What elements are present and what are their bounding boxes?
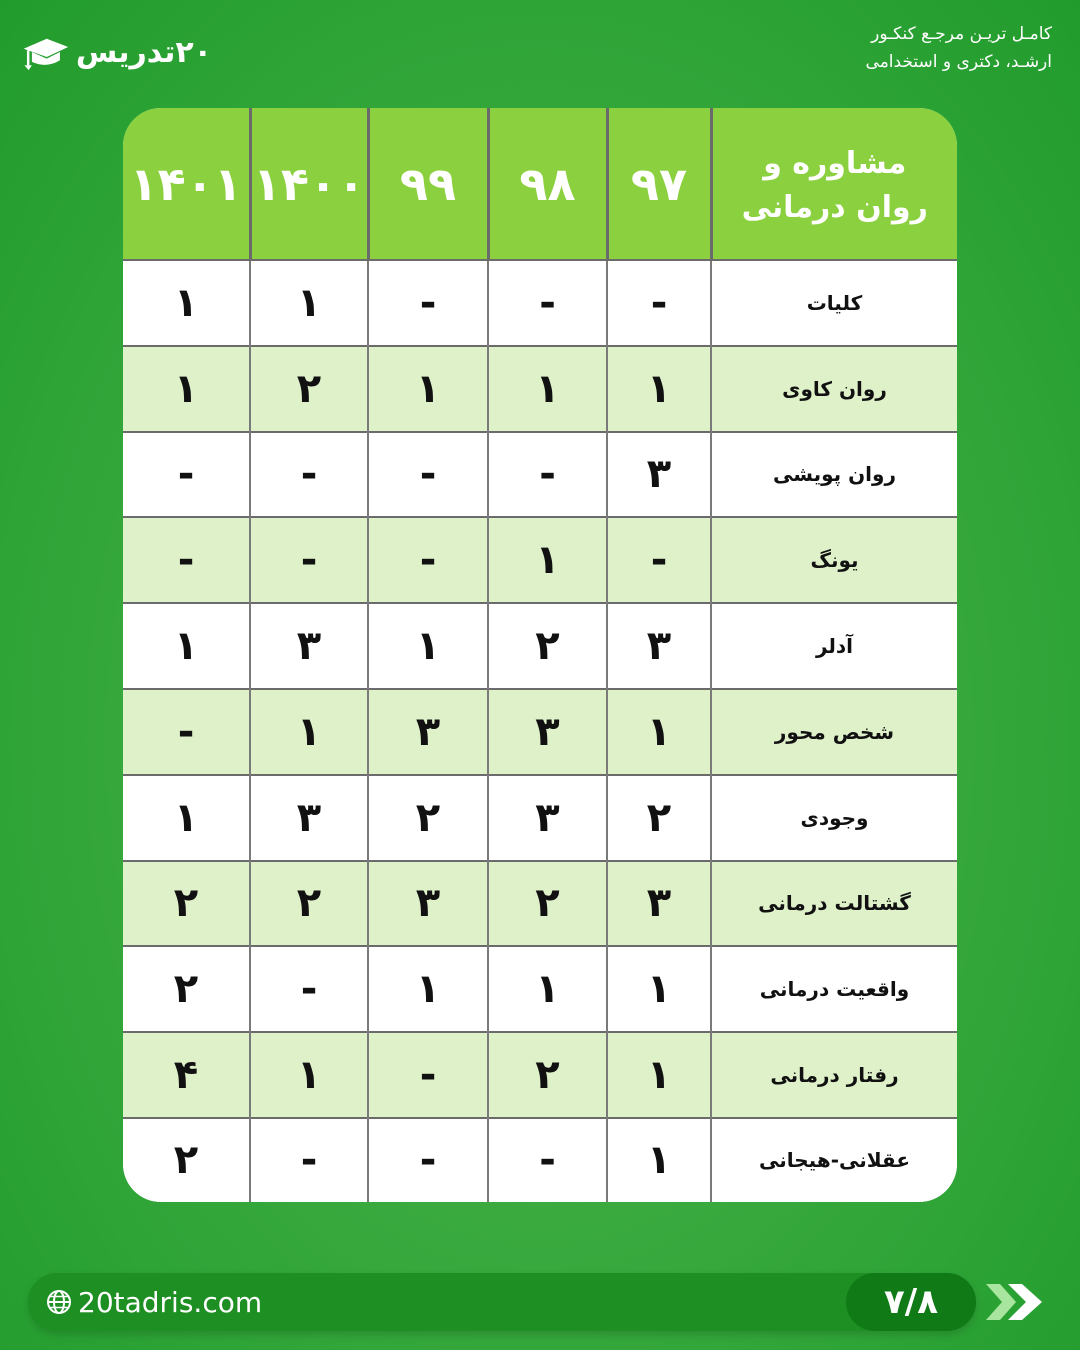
row-label: روان پویشی	[711, 432, 957, 518]
cell-1401: -	[123, 432, 250, 518]
cell-1400: ۳	[250, 775, 368, 861]
cell-1401: ۱	[123, 603, 250, 689]
cell-1400: -	[250, 1118, 368, 1202]
row-label: شخص محور	[711, 689, 957, 775]
cell-1401: ۴	[123, 1032, 250, 1118]
cell-97: ۲	[607, 775, 711, 861]
table-row	[123, 1032, 957, 1118]
cell-98: ۱	[488, 517, 607, 603]
table-row	[123, 946, 957, 1032]
row-label: کلیات	[711, 260, 957, 346]
cell-99: -	[368, 1118, 488, 1202]
cell-1400: -	[250, 432, 368, 518]
cell-1400: -	[250, 517, 368, 603]
cell-1400: ۲	[250, 346, 368, 432]
cell-1401: -	[123, 689, 250, 775]
data-table-card	[123, 108, 957, 1202]
cell-97: ۳	[607, 603, 711, 689]
cell-97: ۱	[607, 689, 711, 775]
cell-1401: ۱	[123, 260, 250, 346]
row-label: واقعیت درمانی	[711, 946, 957, 1032]
cell-99: -	[368, 432, 488, 518]
website-link[interactable]	[46, 1273, 262, 1331]
cell-98: ۲	[488, 603, 607, 689]
row-label: آدلر	[711, 603, 957, 689]
table-row	[123, 603, 957, 689]
cell-97: -	[607, 517, 711, 603]
row-label: روان کاوی	[711, 346, 957, 432]
page-number: ۷/۸	[884, 1282, 938, 1322]
cell-99: ۳	[368, 861, 488, 947]
row-label: گشتالت درمانی	[711, 861, 957, 947]
header-year-1400: ۱۴۰۰	[250, 108, 368, 260]
row-label: وجودی	[711, 775, 957, 861]
footer-bar	[28, 1273, 976, 1331]
brand-logo[interactable]	[22, 28, 212, 76]
cell-99: -	[368, 260, 488, 346]
cell-97: ۱	[607, 1118, 711, 1202]
table-row	[123, 432, 957, 518]
cell-98: ۱	[488, 946, 607, 1032]
table-row	[123, 689, 957, 775]
cell-98: -	[488, 260, 607, 346]
header-year-98: ۹۸	[488, 108, 607, 260]
cell-99: ۱	[368, 603, 488, 689]
brand-name: ۲۰تدریس	[75, 34, 212, 70]
table-header-row	[123, 108, 957, 260]
cell-97: ۳	[607, 861, 711, 947]
exam-topic-table	[123, 108, 957, 1202]
cell-98: ۲	[488, 1032, 607, 1118]
cell-98: ۱	[488, 346, 607, 432]
header-topic-line-1: مشاوره و	[763, 145, 907, 181]
cell-1400: ۱	[250, 1032, 368, 1118]
graduation-cap-icon	[22, 30, 70, 74]
cell-98: ۳	[488, 775, 607, 861]
tagline	[792, 20, 1052, 76]
header-topic-line-2: روان درمانی	[741, 189, 928, 225]
cell-98: -	[488, 1118, 607, 1202]
row-label: رفتار درمانی	[711, 1032, 957, 1118]
cell-1401: ۲	[123, 861, 250, 947]
table-row	[123, 1118, 957, 1202]
cell-1401: ۱	[123, 346, 250, 432]
cell-1400: -	[250, 946, 368, 1032]
table-row	[123, 517, 957, 603]
cell-97: ۳	[607, 432, 711, 518]
row-label: عقلانی-هیجانی	[711, 1118, 957, 1202]
cell-99: ۱	[368, 946, 488, 1032]
cell-98: ۳	[488, 689, 607, 775]
cell-1400: ۱	[250, 260, 368, 346]
cell-97: ۱	[607, 1032, 711, 1118]
cell-1400: ۳	[250, 603, 368, 689]
cell-99: -	[368, 1032, 488, 1118]
cell-1400: ۱	[250, 689, 368, 775]
cell-98: ۲	[488, 861, 607, 947]
cell-99: ۱	[368, 346, 488, 432]
header-year-1401: ۱۴۰۱	[129, 156, 242, 211]
page-indicator	[846, 1273, 976, 1331]
header-topic	[711, 108, 957, 260]
cell-1401: ۱	[123, 775, 250, 861]
table-row	[123, 775, 957, 861]
cell-1400: ۲	[250, 861, 368, 947]
tagline-line-2: ارشـد، دکتری و استخدامی	[865, 52, 1052, 72]
cell-1401: ۲	[123, 1118, 250, 1202]
cell-99: ۲	[368, 775, 488, 861]
header-year-97: ۹۷	[607, 108, 711, 260]
tagline-line-1: کامـل تریـن مرجـع کنکـور	[871, 24, 1052, 44]
table-row	[123, 260, 957, 346]
table-row	[123, 861, 957, 947]
cell-97: -	[607, 260, 711, 346]
website-url: 20tadris.com	[78, 1285, 263, 1319]
cell-99: ۳	[368, 689, 488, 775]
cell-1401: -	[123, 517, 250, 603]
header-year-99: ۹۹	[368, 108, 488, 260]
table-row	[123, 346, 957, 432]
cell-97: ۱	[607, 346, 711, 432]
globe-icon	[46, 1289, 72, 1315]
cell-98: -	[488, 432, 607, 518]
cell-97: ۱	[607, 946, 711, 1032]
row-label: یونگ	[711, 517, 957, 603]
cell-99: -	[368, 517, 488, 603]
cell-1401: ۲	[123, 946, 250, 1032]
next-chevrons-icon[interactable]	[984, 1282, 1046, 1322]
